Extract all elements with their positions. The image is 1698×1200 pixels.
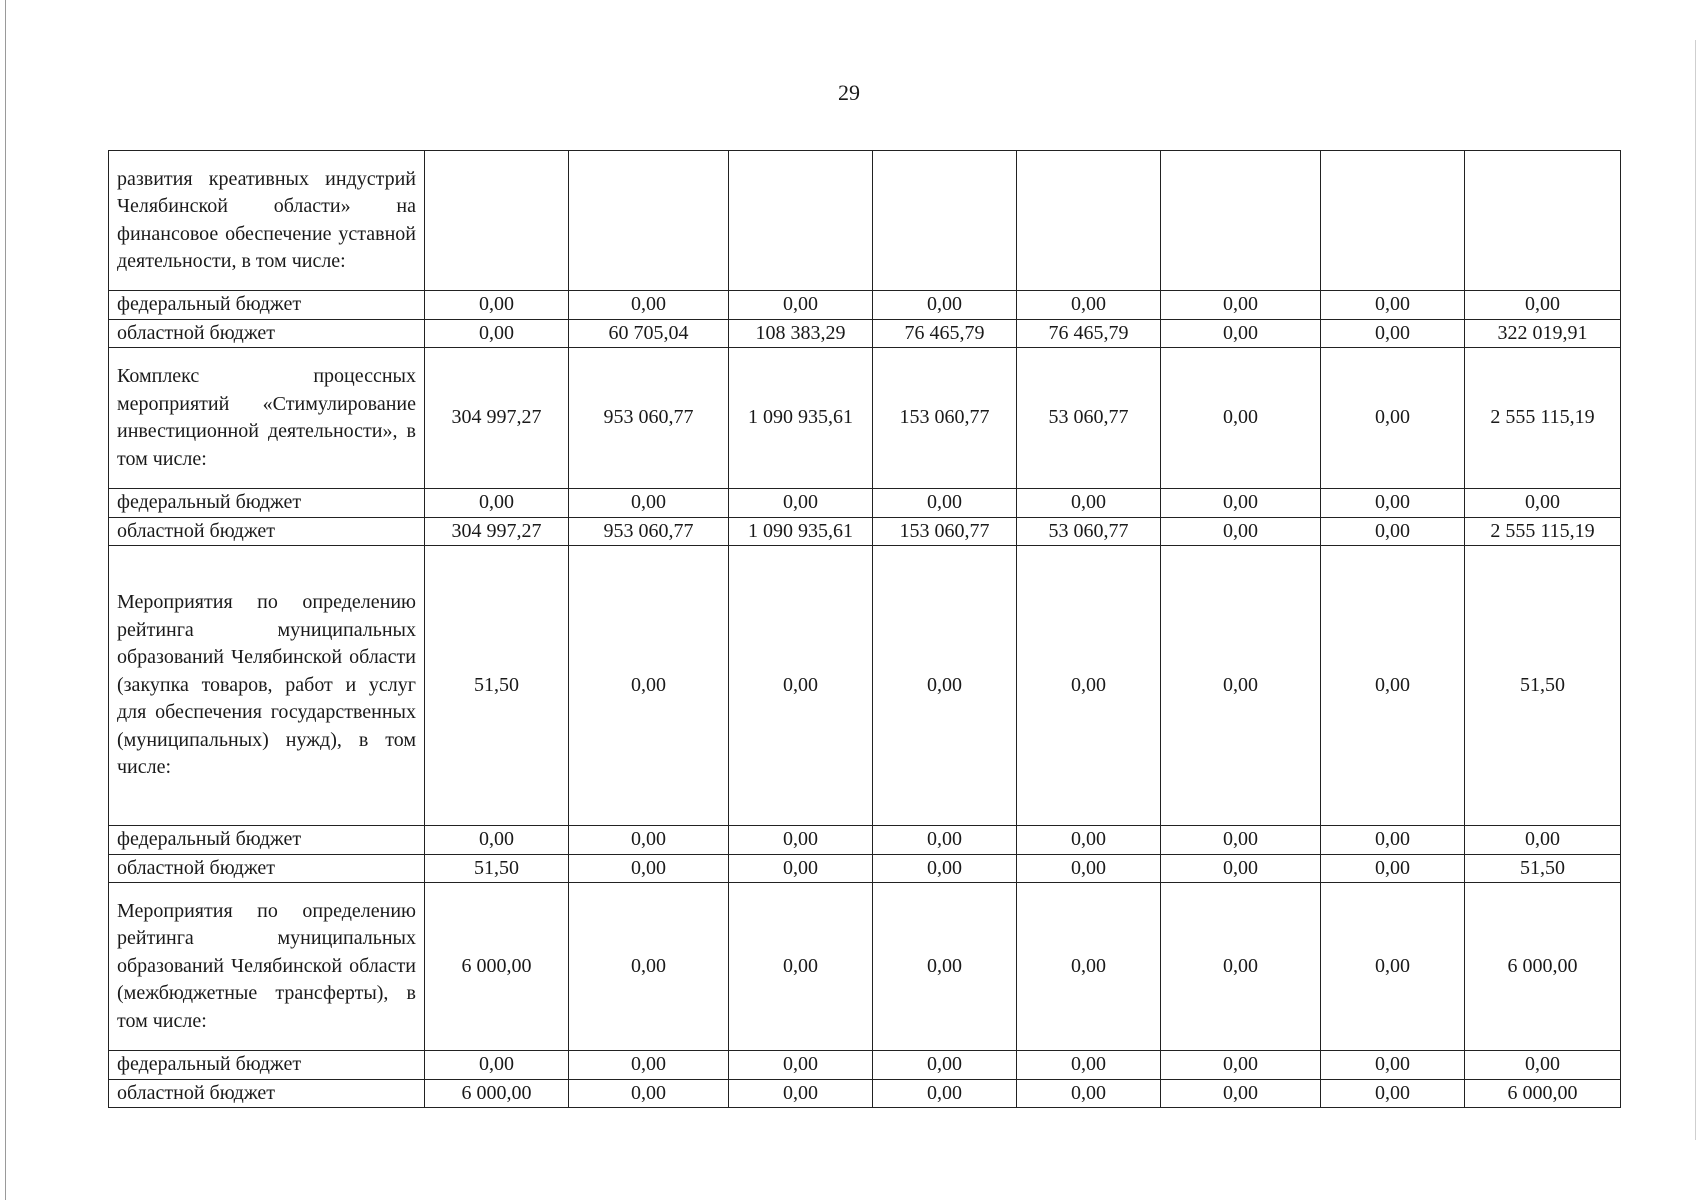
value-cell: 0,00: [1017, 1079, 1161, 1108]
value-cell: 0,00: [1161, 489, 1321, 518]
value-cell: 2 555 115,19: [1465, 348, 1621, 489]
value-cell: [1465, 151, 1621, 291]
row-label: федеральный бюджет: [109, 489, 425, 518]
value-cell: 0,00: [1465, 1051, 1621, 1080]
value-cell: 0,00: [873, 883, 1017, 1051]
value-cell: 0,00: [1017, 1051, 1161, 1080]
value-cell: 0,00: [1161, 826, 1321, 855]
value-cell: 0,00: [425, 291, 569, 320]
value-cell: 322 019,91: [1465, 319, 1621, 348]
row-label: федеральный бюджет: [109, 1051, 425, 1080]
value-cell: 76 465,79: [1017, 319, 1161, 348]
table-row: [109, 319, 1621, 348]
value-cell: 153 060,77: [873, 348, 1017, 489]
value-cell: 0,00: [1321, 1051, 1465, 1080]
value-cell: 0,00: [425, 319, 569, 348]
value-cell: 0,00: [425, 826, 569, 855]
value-cell: 0,00: [873, 826, 1017, 855]
value-cell: 0,00: [569, 1079, 729, 1108]
value-cell: [425, 151, 569, 291]
row-label: областной бюджет: [109, 517, 425, 546]
page-number: 29: [838, 80, 860, 105]
value-cell: 51,50: [425, 546, 569, 826]
table-row: [109, 291, 1621, 320]
value-cell: 0,00: [1161, 1079, 1321, 1108]
table-row: [109, 546, 1621, 826]
value-cell: 0,00: [1017, 489, 1161, 518]
value-cell: 0,00: [1321, 291, 1465, 320]
value-cell: 0,00: [1321, 854, 1465, 883]
row-label: федеральный бюджет: [109, 291, 425, 320]
value-cell: [729, 151, 873, 291]
value-cell: 0,00: [729, 546, 873, 826]
value-cell: 2 555 115,19: [1465, 517, 1621, 546]
value-cell: 0,00: [569, 1051, 729, 1080]
row-label: Мероприятия по определению рейтинга муниципальных образований Челябинской области (закупка товаров, работ и услуг для обеспечения государственных (муниципальных) нужд), в том числе:: [109, 546, 425, 826]
value-cell: 0,00: [1321, 348, 1465, 489]
value-cell: [1161, 151, 1321, 291]
value-cell: 0,00: [425, 1051, 569, 1080]
value-cell: 0,00: [1465, 826, 1621, 855]
scan-edge-line-right: [1695, 40, 1696, 1140]
value-cell: 6 000,00: [1465, 883, 1621, 1051]
table-row: [109, 151, 1621, 291]
value-cell: 0,00: [569, 826, 729, 855]
value-cell: 0,00: [1321, 883, 1465, 1051]
value-cell: 0,00: [873, 854, 1017, 883]
budget-table-body: [109, 151, 1621, 1108]
value-cell: 0,00: [1161, 1051, 1321, 1080]
value-cell: [569, 151, 729, 291]
value-cell: 0,00: [1017, 546, 1161, 826]
value-cell: 0,00: [1321, 319, 1465, 348]
value-cell: 0,00: [1465, 489, 1621, 518]
value-cell: 0,00: [729, 489, 873, 518]
value-cell: 0,00: [569, 291, 729, 320]
value-cell: 0,00: [729, 1079, 873, 1108]
value-cell: 0,00: [569, 854, 729, 883]
value-cell: 6 000,00: [1465, 1079, 1621, 1108]
budget-table: [108, 150, 1621, 1108]
value-cell: 0,00: [1161, 291, 1321, 320]
value-cell: 0,00: [873, 1079, 1017, 1108]
table-row: [109, 517, 1621, 546]
table-row: [109, 1051, 1621, 1080]
value-cell: 0,00: [729, 291, 873, 320]
table-row: [109, 883, 1621, 1051]
table-row: [109, 489, 1621, 518]
value-cell: 0,00: [569, 489, 729, 518]
value-cell: 51,50: [1465, 854, 1621, 883]
value-cell: 0,00: [1321, 517, 1465, 546]
value-cell: 108 383,29: [729, 319, 873, 348]
value-cell: 0,00: [1161, 883, 1321, 1051]
row-label: федеральный бюджет: [109, 826, 425, 855]
scan-edge-line: [5, 0, 6, 1200]
value-cell: 60 705,04: [569, 319, 729, 348]
value-cell: 1 090 935,61: [729, 517, 873, 546]
value-cell: 0,00: [1017, 826, 1161, 855]
row-label: развития креативных индустрий Челябинской области» на финансовое обеспечение уставной деятельности, в том числе:: [109, 151, 425, 291]
value-cell: 0,00: [1321, 826, 1465, 855]
row-label: Мероприятия по определению рейтинга муниципальных образований Челябинской области (межбюджетные трансферты), в том числе:: [109, 883, 425, 1051]
value-cell: 0,00: [873, 1051, 1017, 1080]
value-cell: 0,00: [1017, 883, 1161, 1051]
value-cell: 0,00: [1017, 854, 1161, 883]
row-label: областной бюджет: [109, 1079, 425, 1108]
value-cell: 0,00: [1161, 319, 1321, 348]
value-cell: 0,00: [729, 826, 873, 855]
table-row: [109, 854, 1621, 883]
value-cell: 0,00: [1321, 546, 1465, 826]
row-label: областной бюджет: [109, 854, 425, 883]
value-cell: 0,00: [425, 489, 569, 518]
value-cell: 6 000,00: [425, 883, 569, 1051]
value-cell: 153 060,77: [873, 517, 1017, 546]
value-cell: 0,00: [1017, 291, 1161, 320]
row-label: областной бюджет: [109, 319, 425, 348]
value-cell: 0,00: [1321, 489, 1465, 518]
value-cell: 0,00: [729, 883, 873, 1051]
value-cell: 1 090 935,61: [729, 348, 873, 489]
table-row: [109, 348, 1621, 489]
table-row: [109, 826, 1621, 855]
value-cell: 0,00: [1161, 517, 1321, 546]
value-cell: 304 997,27: [425, 517, 569, 546]
value-cell: [1017, 151, 1161, 291]
value-cell: 953 060,77: [569, 348, 729, 489]
value-cell: 0,00: [873, 489, 1017, 518]
value-cell: 0,00: [873, 291, 1017, 320]
value-cell: 0,00: [1161, 854, 1321, 883]
row-label: Комплекс процессных мероприятий «Стимулирование инвестиционной деятельности», в том числе:: [109, 348, 425, 489]
value-cell: 0,00: [1161, 546, 1321, 826]
value-cell: 0,00: [873, 546, 1017, 826]
value-cell: 0,00: [569, 546, 729, 826]
value-cell: 6 000,00: [425, 1079, 569, 1108]
value-cell: 53 060,77: [1017, 348, 1161, 489]
value-cell: 304 997,27: [425, 348, 569, 489]
value-cell: 0,00: [729, 1051, 873, 1080]
value-cell: 76 465,79: [873, 319, 1017, 348]
value-cell: 51,50: [1465, 546, 1621, 826]
value-cell: 953 060,77: [569, 517, 729, 546]
value-cell: 53 060,77: [1017, 517, 1161, 546]
value-cell: 51,50: [425, 854, 569, 883]
value-cell: 0,00: [1161, 348, 1321, 489]
value-cell: 0,00: [569, 883, 729, 1051]
value-cell: [1321, 151, 1465, 291]
table-row: [109, 1079, 1621, 1108]
value-cell: [873, 151, 1017, 291]
value-cell: 0,00: [729, 854, 873, 883]
value-cell: 0,00: [1321, 1079, 1465, 1108]
value-cell: 0,00: [1465, 291, 1621, 320]
